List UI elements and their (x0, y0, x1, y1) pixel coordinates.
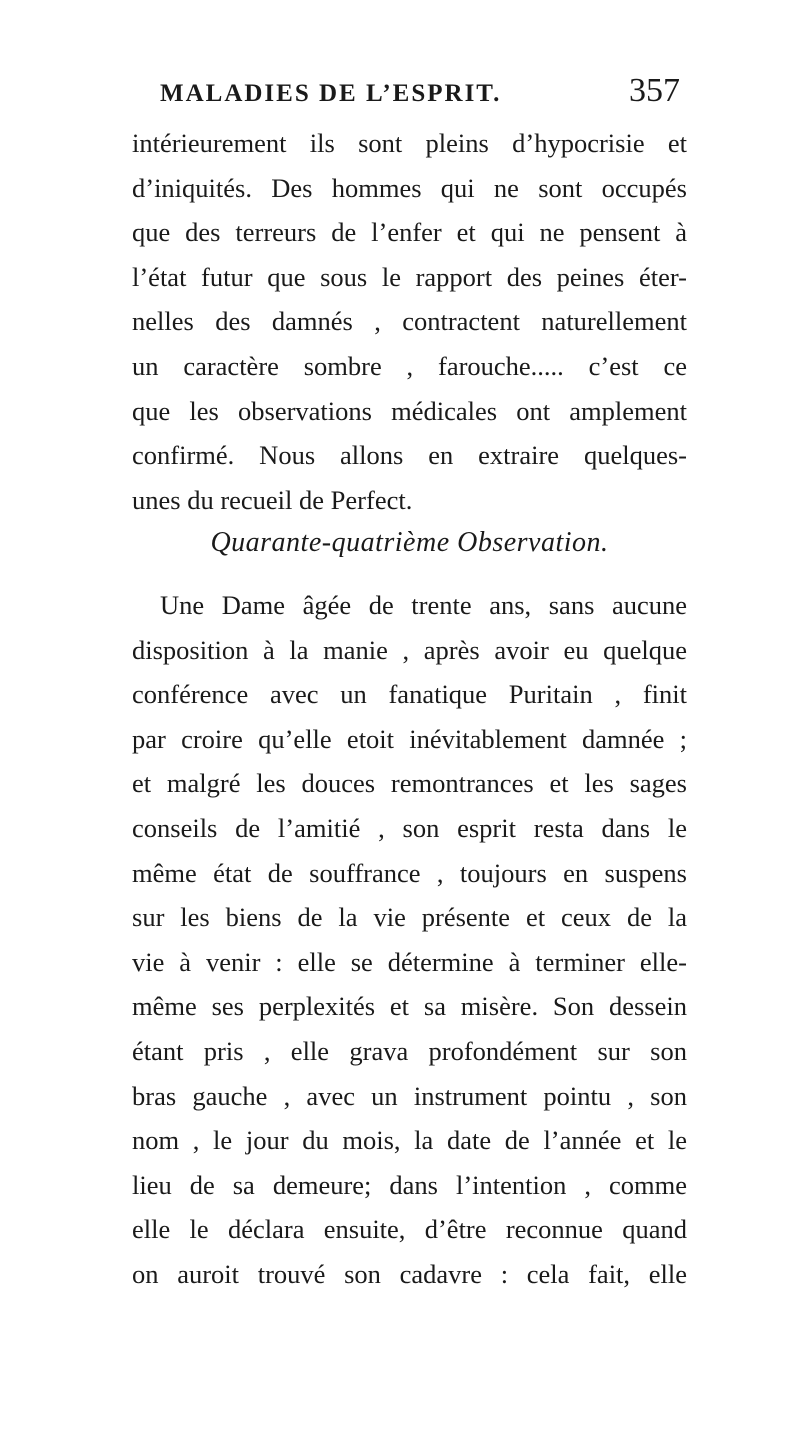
text-line: et malgré les douces remontrances et les sages (132, 768, 687, 799)
running-head (160, 72, 680, 110)
paragraph-intro (132, 121, 687, 522)
text-line: conférence avec un fanatique Puritain , finit (132, 679, 687, 710)
text-line: étant pris , elle grava profondément sur son (132, 1035, 687, 1066)
text-line: que des terreurs de l’enfer et qui ne pensent à (132, 217, 687, 248)
text-line: que les observations médicales ont amplement (132, 395, 687, 426)
paragraph-observation (132, 583, 687, 1297)
text-line: l’état futur que sous le rapport des peines éter- (132, 261, 687, 292)
text-line: bras gauche , avec un instrument pointu , son (132, 1080, 687, 1111)
text-line: d’iniquités. Des hommes qui ne sont occupés (132, 172, 687, 203)
text-line: même état de souffrance , toujours en suspens (132, 857, 687, 888)
text-line: unes du recueil de Perfect. (132, 484, 413, 515)
text-line: confirmé. Nous allons en extraire quelques- (132, 440, 687, 471)
text-line: un caractère sombre , farouche..... c’est ce (132, 350, 687, 381)
text-line: nom , le jour du mois, la date de l’année et le (132, 1125, 687, 1156)
text-line: nelles des damnés , contractent naturellement (132, 306, 687, 337)
text-line: lieu de sa demeure; dans l’intention , comme (132, 1169, 687, 1200)
page-number: 357 (629, 72, 680, 109)
text-line: vie à venir : elle se détermine à terminer elle- (132, 946, 687, 977)
text-line: disposition à la manie , après avoir eu quelque (132, 634, 687, 665)
text-line: sur les biens de la vie présente et ceux de la (132, 902, 687, 933)
text-line: même ses perplexités et sa misère. Son dessein (132, 991, 687, 1022)
text-line: conseils de l’amitié , son esprit resta dans le (132, 812, 687, 843)
text-line: elle le déclara ensuite, d’être reconnue quand (132, 1214, 687, 1245)
section-title: Quarante-quatrième Observation. (210, 527, 609, 558)
text-line: Une Dame âgée de trente ans, sans aucune (160, 590, 687, 620)
running-title: MALADIES DE L’ESPRIT. (160, 80, 502, 107)
text-line: par croire qu’elle etoit inévitablement damnée ; (132, 723, 687, 754)
text-line: on auroit trouvé son cadavre : cela fait, elle (132, 1258, 687, 1289)
text-line: intérieurement ils sont pleins d’hypocrisie et (132, 128, 687, 158)
